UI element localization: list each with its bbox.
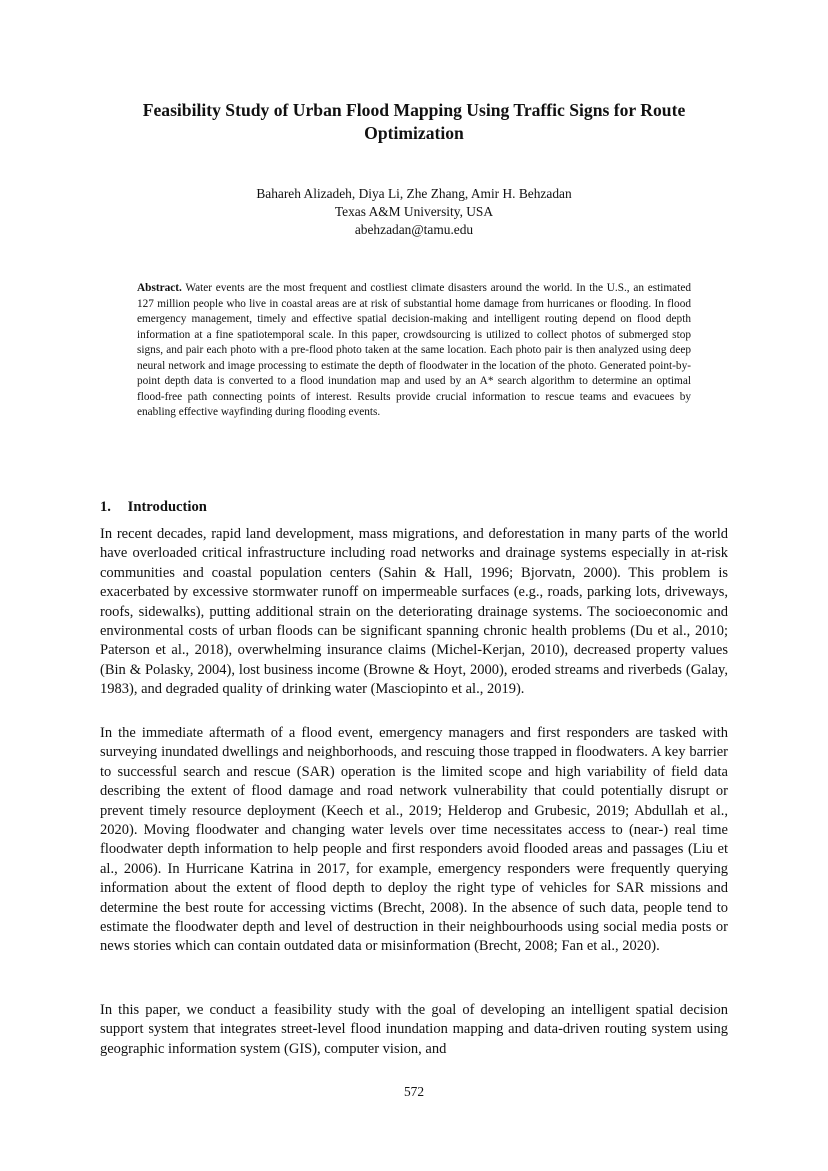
author-block [100,185,728,239]
body-paragraph-2: In the immediate aftermath of a flood event, emergency managers and first responders are tasked with surveying inundated dwellings and neighborhoods, and rescuing those trapped in floodwaters. A key barrier to successful search and rescue (SAR) operation is the limited scope and high variability of field data describing the extent of flood damage and road network vulnerability that could potentially disrupt or prevent timely resource deployment (Keech et al., 2019; Helderop and Grubesic, 2019; Abdullah et al., 2020). Moving floodwater and changing water levels over time necessitates access to (near-) real time floodwater depth information to help people and first responders avoid flooded areas and passages (Liu et al., 2006). In Hurricane Katrina in 2017, for example, emergency responders were frequently querying information about the extent of flood depth to deploy the right type of vehicles for SAR missions and determine the best route for accessing victims (Brecht, 2008). In the absence of such data, people tend to estimate the floodwater depth and level of destruction in their neighbourhoods using social media posts or news stories which can contain outdated data or misinformation (Brecht, 2008; Fan et al., 2020). [100,725,728,955]
section-number: 1. [100,499,111,515]
author-email: abehzadan@tamu.edu [354,222,474,237]
section-title: Introduction [127,499,207,515]
abstract-text: Water events are the most frequent and costliest climate disasters around the world. In the U.S., an estimated 127 million people who live in coastal areas are at risk of substantial home damage from hurricanes or flooding. In flood emergency management, timely and effective spatial decision-making and intelligent routing depend on flood depth information at a fine spatiotemporal scale. In this paper, crowdsourcing is utilized to collect photos of submerged stop signs, and pair each photo with a pre-flood photo taken at the same location. Each photo pair is then analyzed using deep neural network and image processing to estimate the depth of floodwater in the location of the photo. Generated point-by-point depth data is converted to a flood inundation map and used by an A* search algorithm to determine an optimal flood-free path connecting points of interest. Results provide crucial information to rescue teams and evacuees by enabling effective wayfinding during flooding events. [137,282,691,418]
page-number: 572 [403,1084,425,1099]
abstract-label: Abstract. [137,282,182,294]
section-heading [100,498,207,516]
abstract [137,281,691,421]
paper-title: Feasibility Study of Urban Flood Mapping Using Traffic Signs for Route Optimization [142,100,686,143]
author-names: Bahareh Alizadeh, Diya Li, Zhe Zhang, Amir H. Behzadan [256,186,572,201]
body-paragraph-3: In this paper, we conduct a feasibility study with the goal of developing an intelligent spatial decision support system that integrates street-level flood inundation mapping and data-driven routing system using geographic information system (GIS), computer vision, and [100,1002,728,1057]
affiliation: Texas A&M University, USA [334,204,494,219]
body-paragraph-1: In recent decades, rapid land development, mass migrations, and deforestation in many parts of the world have overloaded critical infrastructure including road networks and drainage systems especially in at-risk communities and coastal population centers (Sahin & Hall, 1996; Bjorvatn, 2000). This problem is exacerbated by excessive stormwater runoff on impermeable surfaces (e.g., roads, parking lots, driveways, roofs, sidewalks), putting additional strain on the deteriorating drainage systems. The socioeconomic and environmental costs of urban floods can be significant spanning chronic health problems (Du et al., 2010; Paterson et al., 2018), overwhelming insurance claims (Michel-Kerjan, 2010), decreased property values (Bin & Polasky, 2004), lost business income (Browne & Hoyt, 2000), eroded streams and riverbeds (Galay, 1983), and degraded quality of drinking water (Masciopinto et al., 2019). [100,526,728,698]
